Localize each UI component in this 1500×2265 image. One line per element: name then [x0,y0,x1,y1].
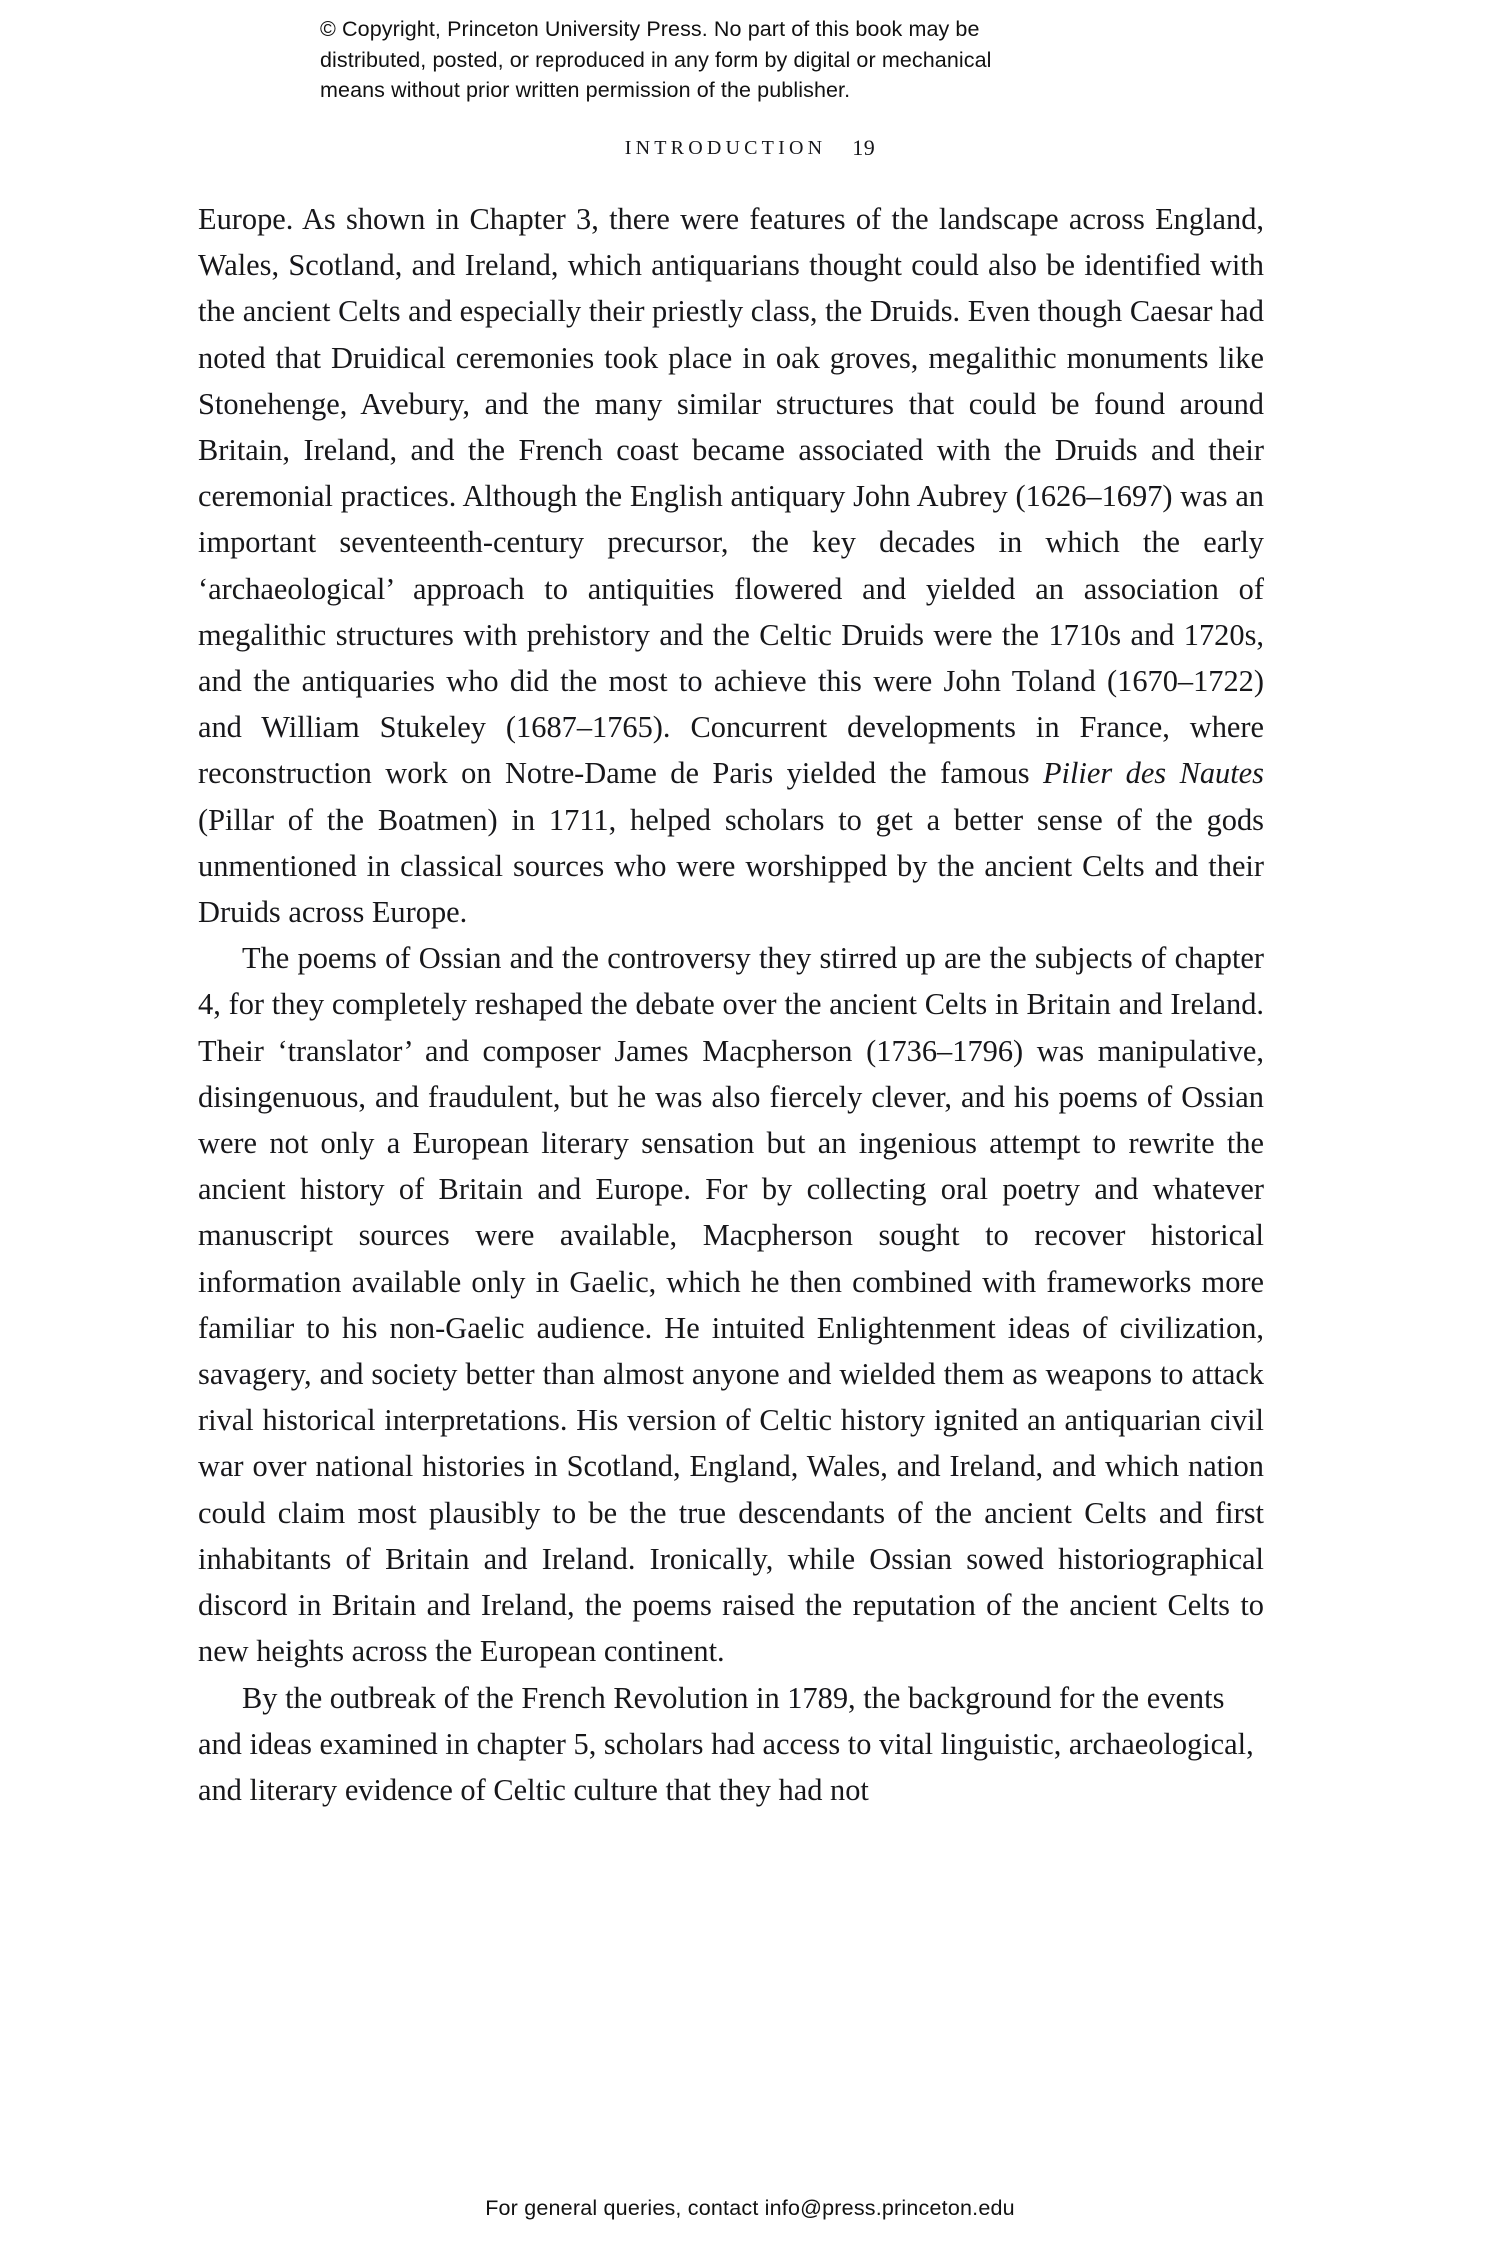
paragraph-french-revolution-text: By the outbreak of the French Revolution in 1789, the background for the events and ideas examined in chapter 5, scholars had access to vital linguistic, archaeological, and literary evidence of Celtic culture that they had not [198,1680,1254,1807]
paragraph-europe-text-before-italic: Europe. As shown in Chapter 3, there were features of the landscape across England, Wales, Scotland, and Ireland, which antiquarians thought could also be identified with the ancient Celts and especially their priestly class, the Druids. Even though Caesar had noted that Druidical ceremonies took place in oak groves, megalithic monuments like Stonehenge, Avebury, and the many similar structures that could be found around Britain, Ireland, and the French coast became associated with the Druids and their ceremonial practices. Although the English antiquary John Aubrey (1626–1697) was an important seventeenth-century precursor, the key decades in which the early ‘archaeological’ approach to antiquities flowered and yielded an association of megalithic structures with prehistory and the Celtic Druids were the 1710s and 1720s, and the antiquaries who did the most to achieve this were John Toland (1670–1722) and William Stukeley (1687–1765). Concurrent developments in France, where reconstruction work on Notre-Dame de Paris yielded the famous [198,202,1264,791]
paragraph-ossian-text: The poems of Ossian and the controversy they stirred up are the subjects of chapter 4, for they completely reshaped the debate over the ancient Celts in Britain and Ireland. Their ‘translator’ and composer James Macpherson (1736–1796) was manipulative, disingenuous, and fraudulent, but he was also fiercely clever, and his poems of Ossian were not only a European literary sensation but an ingenious attempt to rewrite the ancient history of Britain and Europe. For by collecting oral poetry and whatever manuscript sources were available, Macpherson sought to recover historical information available only in Gaelic, which he then combined with frameworks more familiar to his non-Gaelic audience. He intuited Enlightenment ideas of civilization, savagery, and society better than almost anyone and wielded them as weapons to attack rival historical interpretations. His version of Celtic history ignited an antiquarian civil war over national histories in Scotland, England, Wales, and Ireland, and which nation could claim most plausibly to be the true descendants of the ancient Celts and first inhabitants of Britain and Ireland. Ironically, while Ossian sowed historiographical discord in Britain and Ireland, the poems raised the reputation of the ancient Celts to new heights across the European continent. [198,941,1264,1669]
copyright-notice [320,14,1160,106]
paragraph-french-revolution [198,1675,1264,1814]
paragraph-ossian [198,935,1264,1674]
footer-queries-note: For general queries, contact info@press.princeton.edu [485,2196,1015,2220]
copyright-line-2: distributed, posted, or reproduced in any form by digital or mechanical [320,47,992,72]
body-text-column [198,196,1264,1813]
paragraph-europe [198,196,1264,935]
page-number: 19 [852,135,876,160]
italic-title-pilier-des-nautes: Pilier des Nautes [1042,756,1264,791]
paragraph-europe-text-after-italic: (Pillar of the Boatmen) in 1711, helped scholars to get a better sense of the gods unmentioned in classical sources who were worshipped by the ancient Celts and their Druids across Europe. [198,802,1264,930]
copyright-line-3: means without prior written permission of the publisher. [320,78,851,102]
running-head-title: INTRODUCTION [624,137,827,159]
copyright-line-1: © Copyright, Princeton University Press. No part of this book may be [320,17,980,41]
running-head [0,134,1500,160]
